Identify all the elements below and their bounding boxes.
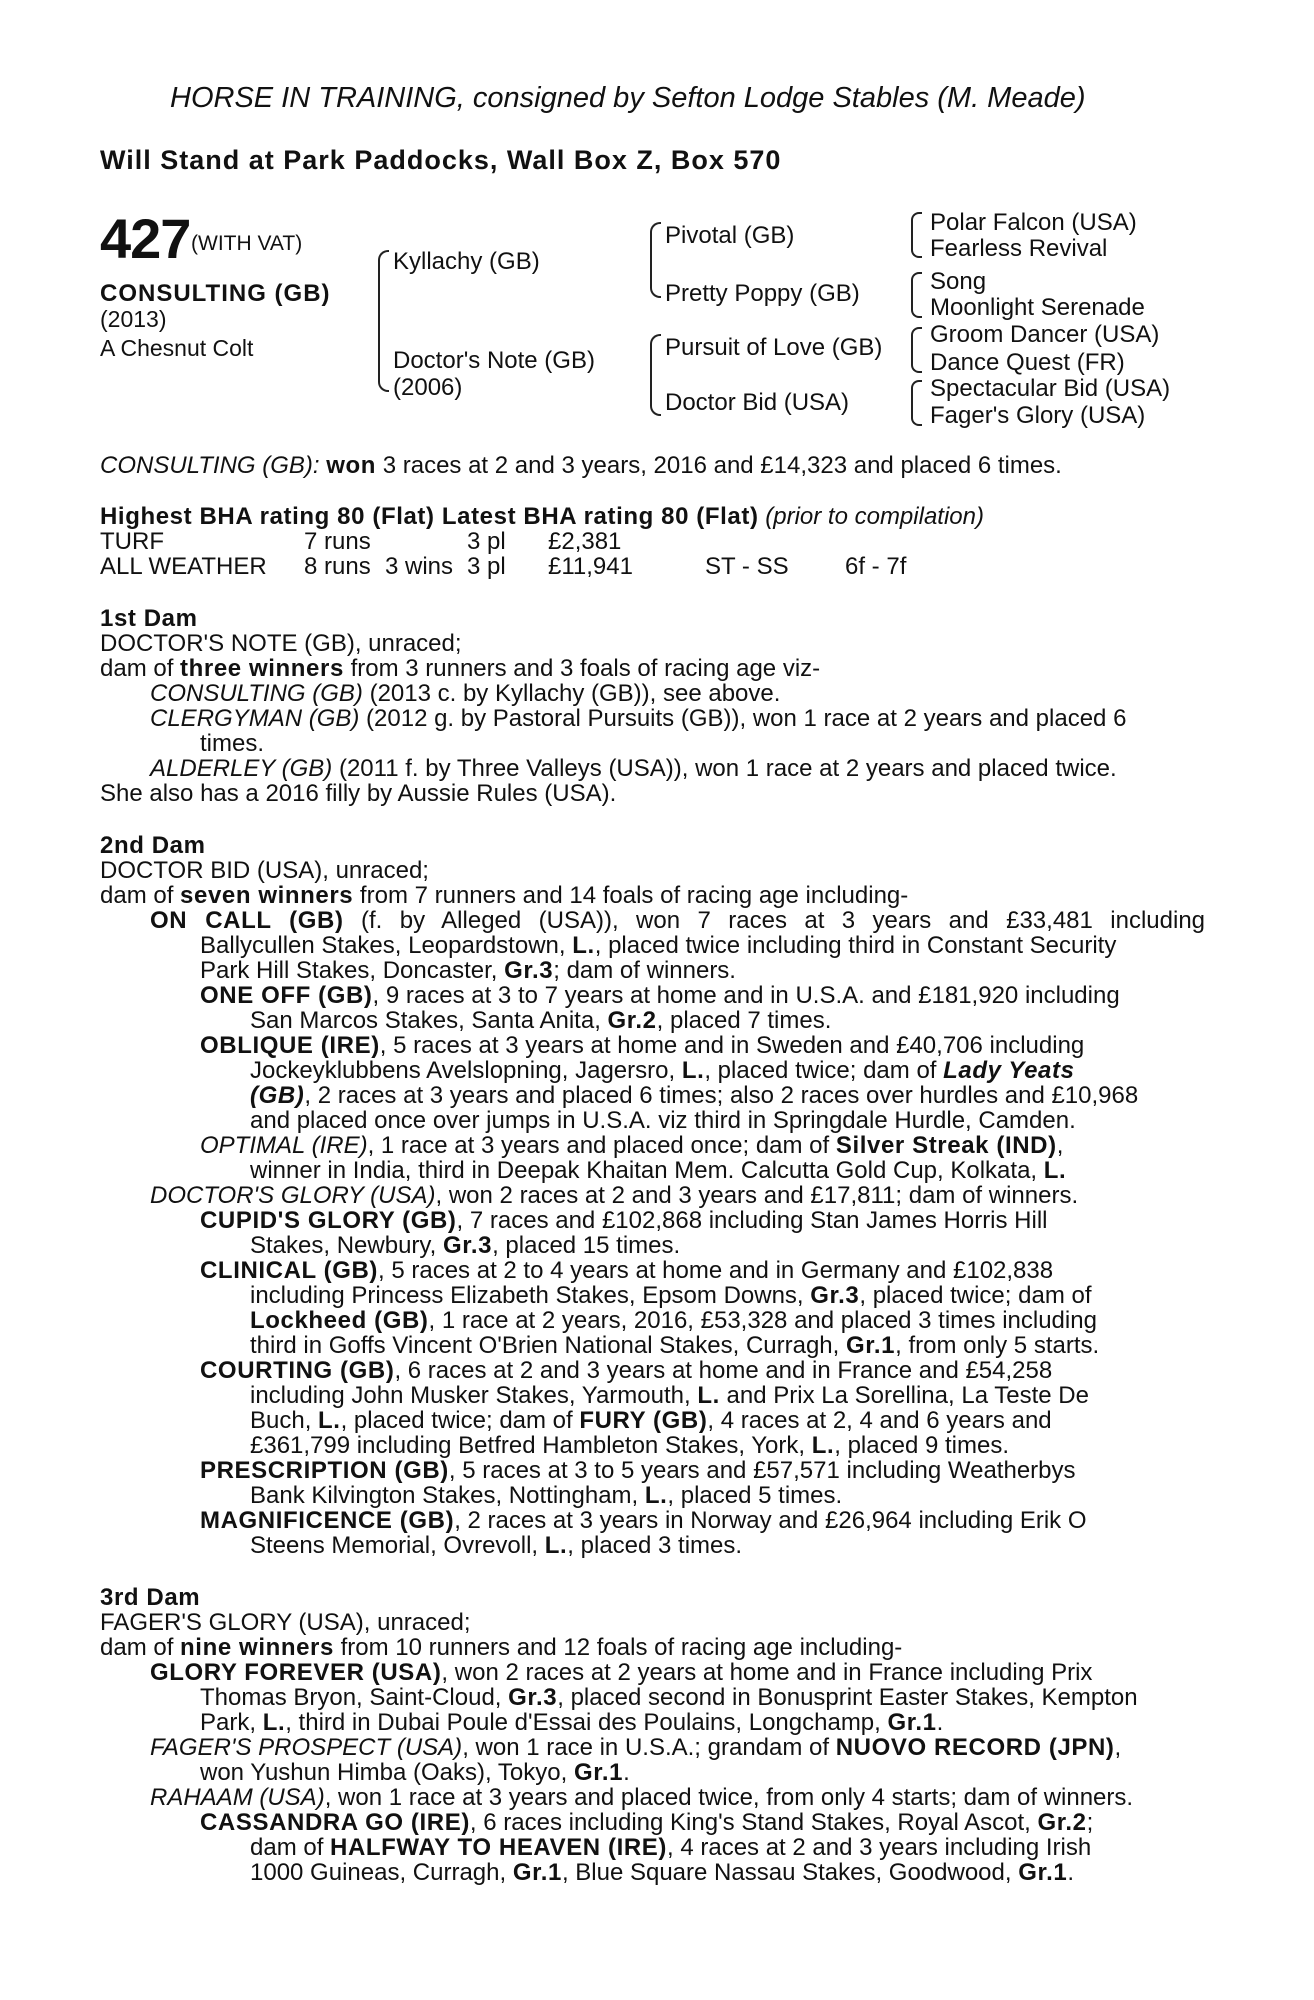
fagers-prospect-line-2: won Yushun Himba (Oaks), Tokyo, Gr.1. bbox=[200, 1759, 630, 1786]
rating-bold: Highest BHA rating 80 (Flat) Latest BHA rating 80 (Flat) bbox=[100, 503, 759, 530]
oncall-line-3: Park Hill Stakes, Doncaster, Gr.3; dam of winners. bbox=[200, 957, 736, 984]
pedigree-sire-sire: Pivotal (GB) bbox=[665, 222, 795, 249]
clinical-line-2: including Princess Elizabeth Stakes, Epsom Downs, Gr.3, placed twice; dam of bbox=[250, 1282, 1092, 1309]
second-dam-heading: 2nd Dam bbox=[100, 832, 206, 859]
prescription-line-2: Bank Kilvington Stakes, Nottingham, L., placed 5 times. bbox=[250, 1482, 843, 1509]
magnificence-line-2: Steens Memorial, Ovrevoll, L., placed 3 times. bbox=[250, 1532, 743, 1559]
summary-horse: CONSULTING (GB) bbox=[100, 452, 313, 479]
second-dam-summary: dam of seven winners from 7 runners and 14 foals of racing age including- bbox=[100, 882, 909, 909]
pedigree-dam-year: (2006) bbox=[393, 374, 463, 401]
pedigree-g6: Dance Quest (FR) bbox=[930, 349, 1125, 376]
turf-runs: 7 runs bbox=[304, 528, 371, 555]
bha-rating bbox=[100, 504, 984, 529]
oneoff-line-2: San Marcos Stakes, Santa Anita, Gr.2, placed 7 times. bbox=[250, 1007, 832, 1034]
prescription-line-1: PRESCRIPTION (GB), 5 races at 3 to 5 years and £57,571 including Weatherbys bbox=[200, 1457, 1076, 1484]
magnificence-line-1: MAGNIFICENCE (GB), 2 races at 3 years in Norway and £26,964 including Erik O bbox=[200, 1507, 1087, 1534]
second-dam-name: DOCTOR BID (USA), unraced; bbox=[100, 857, 429, 884]
rating-note: (prior to compilation) bbox=[765, 503, 984, 530]
clinical-line-4: third in Goffs Vincent O'Brien National Stakes, Curragh, Gr.1, from only 5 starts. bbox=[250, 1332, 1100, 1359]
clinical-line-1: CLINICAL (GB), 5 races at 2 to 4 years at home and in Germany and £102,838 bbox=[200, 1257, 1054, 1284]
cassandra-go-line-3: 1000 Guineas, Curragh, Gr.1, Blue Square Nassau Stakes, Goodwood, Gr.1. bbox=[250, 1859, 1074, 1886]
brace-g3 bbox=[911, 327, 922, 373]
rahaam-line: RAHAAM (USA), won 1 race at 3 years and placed twice, from only 4 starts; dam of winners. bbox=[150, 1784, 1134, 1811]
first-dam-extra: She also has a 2016 filly by Aussie Rules (USA). bbox=[100, 780, 617, 807]
summary-won: won bbox=[326, 452, 377, 479]
brace-g4 bbox=[911, 380, 922, 426]
third-dam-name: FAGER'S GLORY (USA), unraced; bbox=[100, 1609, 471, 1636]
pedigree-g2: Fearless Revival bbox=[930, 235, 1108, 262]
horse-year: (2013) bbox=[100, 306, 167, 332]
clinical-line-3: Lockheed (GB), 1 race at 2 years, 2016, £53,328 and placed 3 times including bbox=[250, 1307, 1097, 1334]
page-header: HORSE IN TRAINING, consigned by Sefton Lodge Stables (M. Meade) bbox=[170, 82, 1086, 114]
pedigree-dam: Doctor's Note (GB) bbox=[393, 347, 595, 374]
brace-dam-line bbox=[650, 334, 661, 416]
aw-money: £11,941 bbox=[548, 553, 633, 580]
brace-g1 bbox=[911, 212, 922, 258]
third-dam-summary: dam of nine winners from 10 runners and 12 foals of racing age including- bbox=[100, 1634, 903, 1661]
aw-runs: 8 runs bbox=[304, 553, 371, 580]
first-dam-name: DOCTOR'S NOTE (GB), unraced; bbox=[100, 630, 462, 657]
vat-note: (WITH VAT) bbox=[191, 232, 303, 255]
oneoff-line-1: ONE OFF (GB), 9 races at 3 to 7 years at home and in U.S.A. and £181,920 including bbox=[200, 982, 1120, 1009]
optimal-line-2: winner in India, third in Deepak Khaitan Mem. Calcutta Gold Cup, Kolkata, L. bbox=[250, 1157, 1067, 1184]
turf-label: TURF bbox=[100, 528, 164, 555]
produce-clergyman-cont: times. bbox=[200, 730, 265, 757]
produce-alderley: ALDERLEY (GB) (2011 f. by Three Valleys (USA)), won 1 race at 2 years and placed twice. bbox=[150, 755, 1117, 782]
pedigree-dam-dam: Doctor Bid (USA) bbox=[665, 389, 850, 416]
aw-wins: 3 wins bbox=[385, 553, 454, 580]
doctors-glory-line: DOCTOR'S GLORY (USA), won 2 races at 2 and 3 years and £17,811; dam of winners. bbox=[150, 1182, 1079, 1209]
race-summary: CONSULTING (GB): won 3 races at 2 and 3 years, 2016 and £14,323 and placed 6 times. bbox=[100, 452, 1062, 479]
courting-line-3: Buch, L., placed twice; dam of FURY (GB), 4 races at 2, 4 and 6 years and bbox=[250, 1407, 1052, 1434]
pedigree-g7: Spectacular Bid (USA) bbox=[930, 375, 1171, 402]
stand-location: Will Stand at Park Paddocks, Wall Box Z, Box 570 bbox=[100, 145, 782, 175]
first-dam-summary: dam of three winners from 3 runners and 3 foals of racing age viz- bbox=[100, 655, 821, 682]
cassandra-go-line-1: CASSANDRA GO (IRE), 6 races including King's Stand Stakes, Royal Ascot, Gr.2; bbox=[200, 1809, 1094, 1836]
cassandra-go-line-2: dam of HALFWAY TO HEAVEN (IRE), 4 races at 2 and 3 years including Irish bbox=[250, 1834, 1092, 1861]
turf-placed: 3 pl bbox=[467, 528, 506, 555]
fagers-prospect-line-1: FAGER'S PROSPECT (USA), won 1 race in U.S.A.; grandam of NUOVO RECORD (JPN), bbox=[150, 1734, 1122, 1761]
pedigree-sire: Kyllachy (GB) bbox=[393, 248, 540, 275]
aw-distance: 6f - 7f bbox=[845, 553, 907, 580]
optimal-line-1: OPTIMAL (IRE), 1 race at 3 years and placed once; dam of Silver Streak (IND), bbox=[200, 1132, 1064, 1159]
glory-forever-line-2: Thomas Bryon, Saint-Cloud, Gr.3, placed second in Bonusprint Easter Stakes, Kempton bbox=[200, 1684, 1138, 1711]
glory-forever-line-3: Park, L., third in Dubai Poule d'Essai des Poulains, Longchamp, Gr.1. bbox=[200, 1709, 944, 1736]
pedigree-g4: Moonlight Serenade bbox=[930, 294, 1145, 321]
oncall-line-2: Ballycullen Stakes, Leopardstown, L., placed twice including third in Constant Security bbox=[200, 932, 1117, 959]
courting-line-2: including John Musker Stakes, Yarmouth, L. and Prix La Sorellina, La Teste De bbox=[250, 1382, 1089, 1409]
pedigree-g1: Polar Falcon (USA) bbox=[930, 209, 1137, 236]
pedigree-sire-dam: Pretty Poppy (GB) bbox=[665, 280, 860, 307]
brace-g2 bbox=[911, 272, 922, 318]
first-dam-heading: 1st Dam bbox=[100, 605, 198, 632]
horse-name: CONSULTING (GB) bbox=[100, 280, 331, 307]
pedigree-g8: Fager's Glory (USA) bbox=[930, 402, 1146, 429]
oblique-line-2: Jockeyklubbens Avelslopning, Jagersro, L., placed twice; dam of Lady Yeats bbox=[250, 1057, 1075, 1084]
oblique-line-4: and placed once over jumps in U.S.A. viz third in Springdale Hurdle, Camden. bbox=[250, 1107, 1076, 1134]
cupids-glory-line-1: CUPID'S GLORY (GB), 7 races and £102,868 including Stan James Horris Hill bbox=[200, 1207, 1048, 1234]
pedigree-dam-sire: Pursuit of Love (GB) bbox=[665, 334, 883, 361]
oblique-line-1: OBLIQUE (IRE), 5 races at 3 years at home and in Sweden and £40,706 including bbox=[200, 1032, 1085, 1059]
produce-clergyman: CLERGYMAN (GB) (2012 g. by Pastoral Pursuits (GB)), won 1 race at 2 years and placed 6 bbox=[150, 705, 1127, 732]
cupids-glory-line-2: Stakes, Newbury, Gr.3, placed 15 times. bbox=[250, 1232, 681, 1259]
lot-number: 427 bbox=[100, 207, 191, 270]
horse-description: A Chesnut Colt bbox=[100, 335, 254, 361]
oncall-line-1: ON CALL (GB) (f. by Alleged (USA)), won 7 races at 3 years and £33,481 including bbox=[150, 907, 1206, 934]
third-dam-heading: 3rd Dam bbox=[100, 1584, 201, 1611]
brace-sire-dam bbox=[378, 250, 389, 392]
oblique-line-3: (GB), 2 races at 3 years and placed 6 times; also 2 races over hurdles and £10,968 bbox=[250, 1082, 1139, 1109]
pedigree-g3: Song bbox=[930, 268, 987, 295]
produce-consulting: CONSULTING (GB) (2013 c. by Kyllachy (GB)), see above. bbox=[150, 680, 781, 707]
brace-sire-line bbox=[650, 222, 661, 298]
glory-forever-line-1: GLORY FOREVER (USA), won 2 races at 2 years at home and in France including Prix bbox=[150, 1659, 1093, 1686]
aw-label: ALL WEATHER bbox=[100, 553, 267, 580]
aw-surface: ST - SS bbox=[705, 553, 789, 580]
turf-money: £2,381 bbox=[548, 528, 622, 555]
summary-rest: 3 races at 2 and 3 years, 2016 and £14,323 and placed 6 times. bbox=[376, 452, 1062, 479]
aw-placed: 3 pl bbox=[467, 553, 506, 580]
courting-line-4: £361,799 including Betfred Hambleton Stakes, York, L., placed 9 times. bbox=[250, 1432, 1009, 1459]
courting-line-1: COURTING (GB), 6 races at 2 and 3 years at home and in France and £54,258 bbox=[200, 1357, 1053, 1384]
pedigree-g5: Groom Dancer (USA) bbox=[930, 321, 1160, 348]
